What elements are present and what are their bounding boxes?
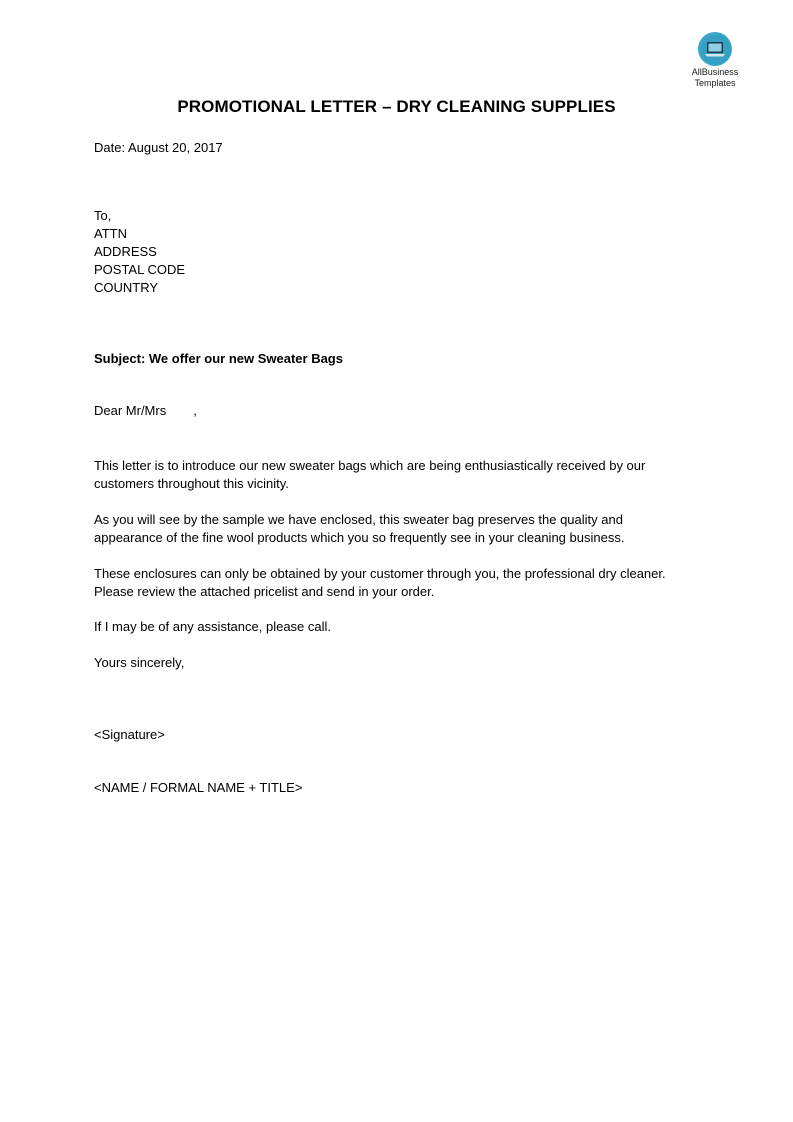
letter-date: Date: August 20, 2017 (94, 140, 223, 155)
letter-subject: Subject: We offer our new Sweater Bags (94, 351, 343, 366)
paragraph-line: Please review the attached pricelist and send in your order. (94, 584, 435, 599)
address-line-country: COUNTRY (94, 280, 159, 295)
recipient-address (94, 207, 714, 297)
paragraph-sample (94, 511, 714, 547)
paragraph-assistance (94, 618, 714, 636)
paragraph-line: This letter is to introduce our new sweater bags which are being enthusiastically received by our (94, 458, 646, 473)
signature-placeholder: <Signature> (94, 727, 165, 742)
paragraph-line: If I may be of any assistance, please call. (94, 619, 332, 634)
name-title-placeholder: <NAME / FORMAL NAME + TITLE> (94, 780, 303, 795)
paragraph-enclosures (94, 565, 714, 601)
allbusiness-logo (680, 32, 750, 88)
laptop-icon (698, 32, 732, 66)
address-line-to: To, (94, 208, 112, 223)
paragraph-introduction (94, 457, 714, 493)
address-line-address: ADDRESS (94, 244, 157, 259)
salutation-text: Dear Mr/Mrs (94, 403, 167, 418)
address-line-postal-code: POSTAL CODE (94, 262, 186, 277)
paragraph-line: appearance of the fine wool products which you so frequently see in your cleaning business. (94, 530, 625, 545)
paragraph-line: customers throughout this vicinity. (94, 476, 289, 491)
logo-text-line2: Templates (694, 78, 736, 88)
salutation-comma: , (193, 403, 197, 418)
letter-title: PROMOTIONAL LETTER – DRY CLEANING SUPPLIES (177, 97, 616, 116)
letter-salutation (94, 402, 714, 420)
letter-closing: Yours sincerely, (94, 655, 185, 670)
logo-text-line1: AllBusiness (691, 67, 739, 77)
paragraph-line: As you will see by the sample we have enclosed, this sweater bag preserves the quality and (94, 512, 623, 527)
paragraph-line: These enclosures can only be obtained by your customer through you, the professional dry cleaner. (94, 566, 666, 581)
address-line-attn: ATTN (94, 226, 127, 241)
